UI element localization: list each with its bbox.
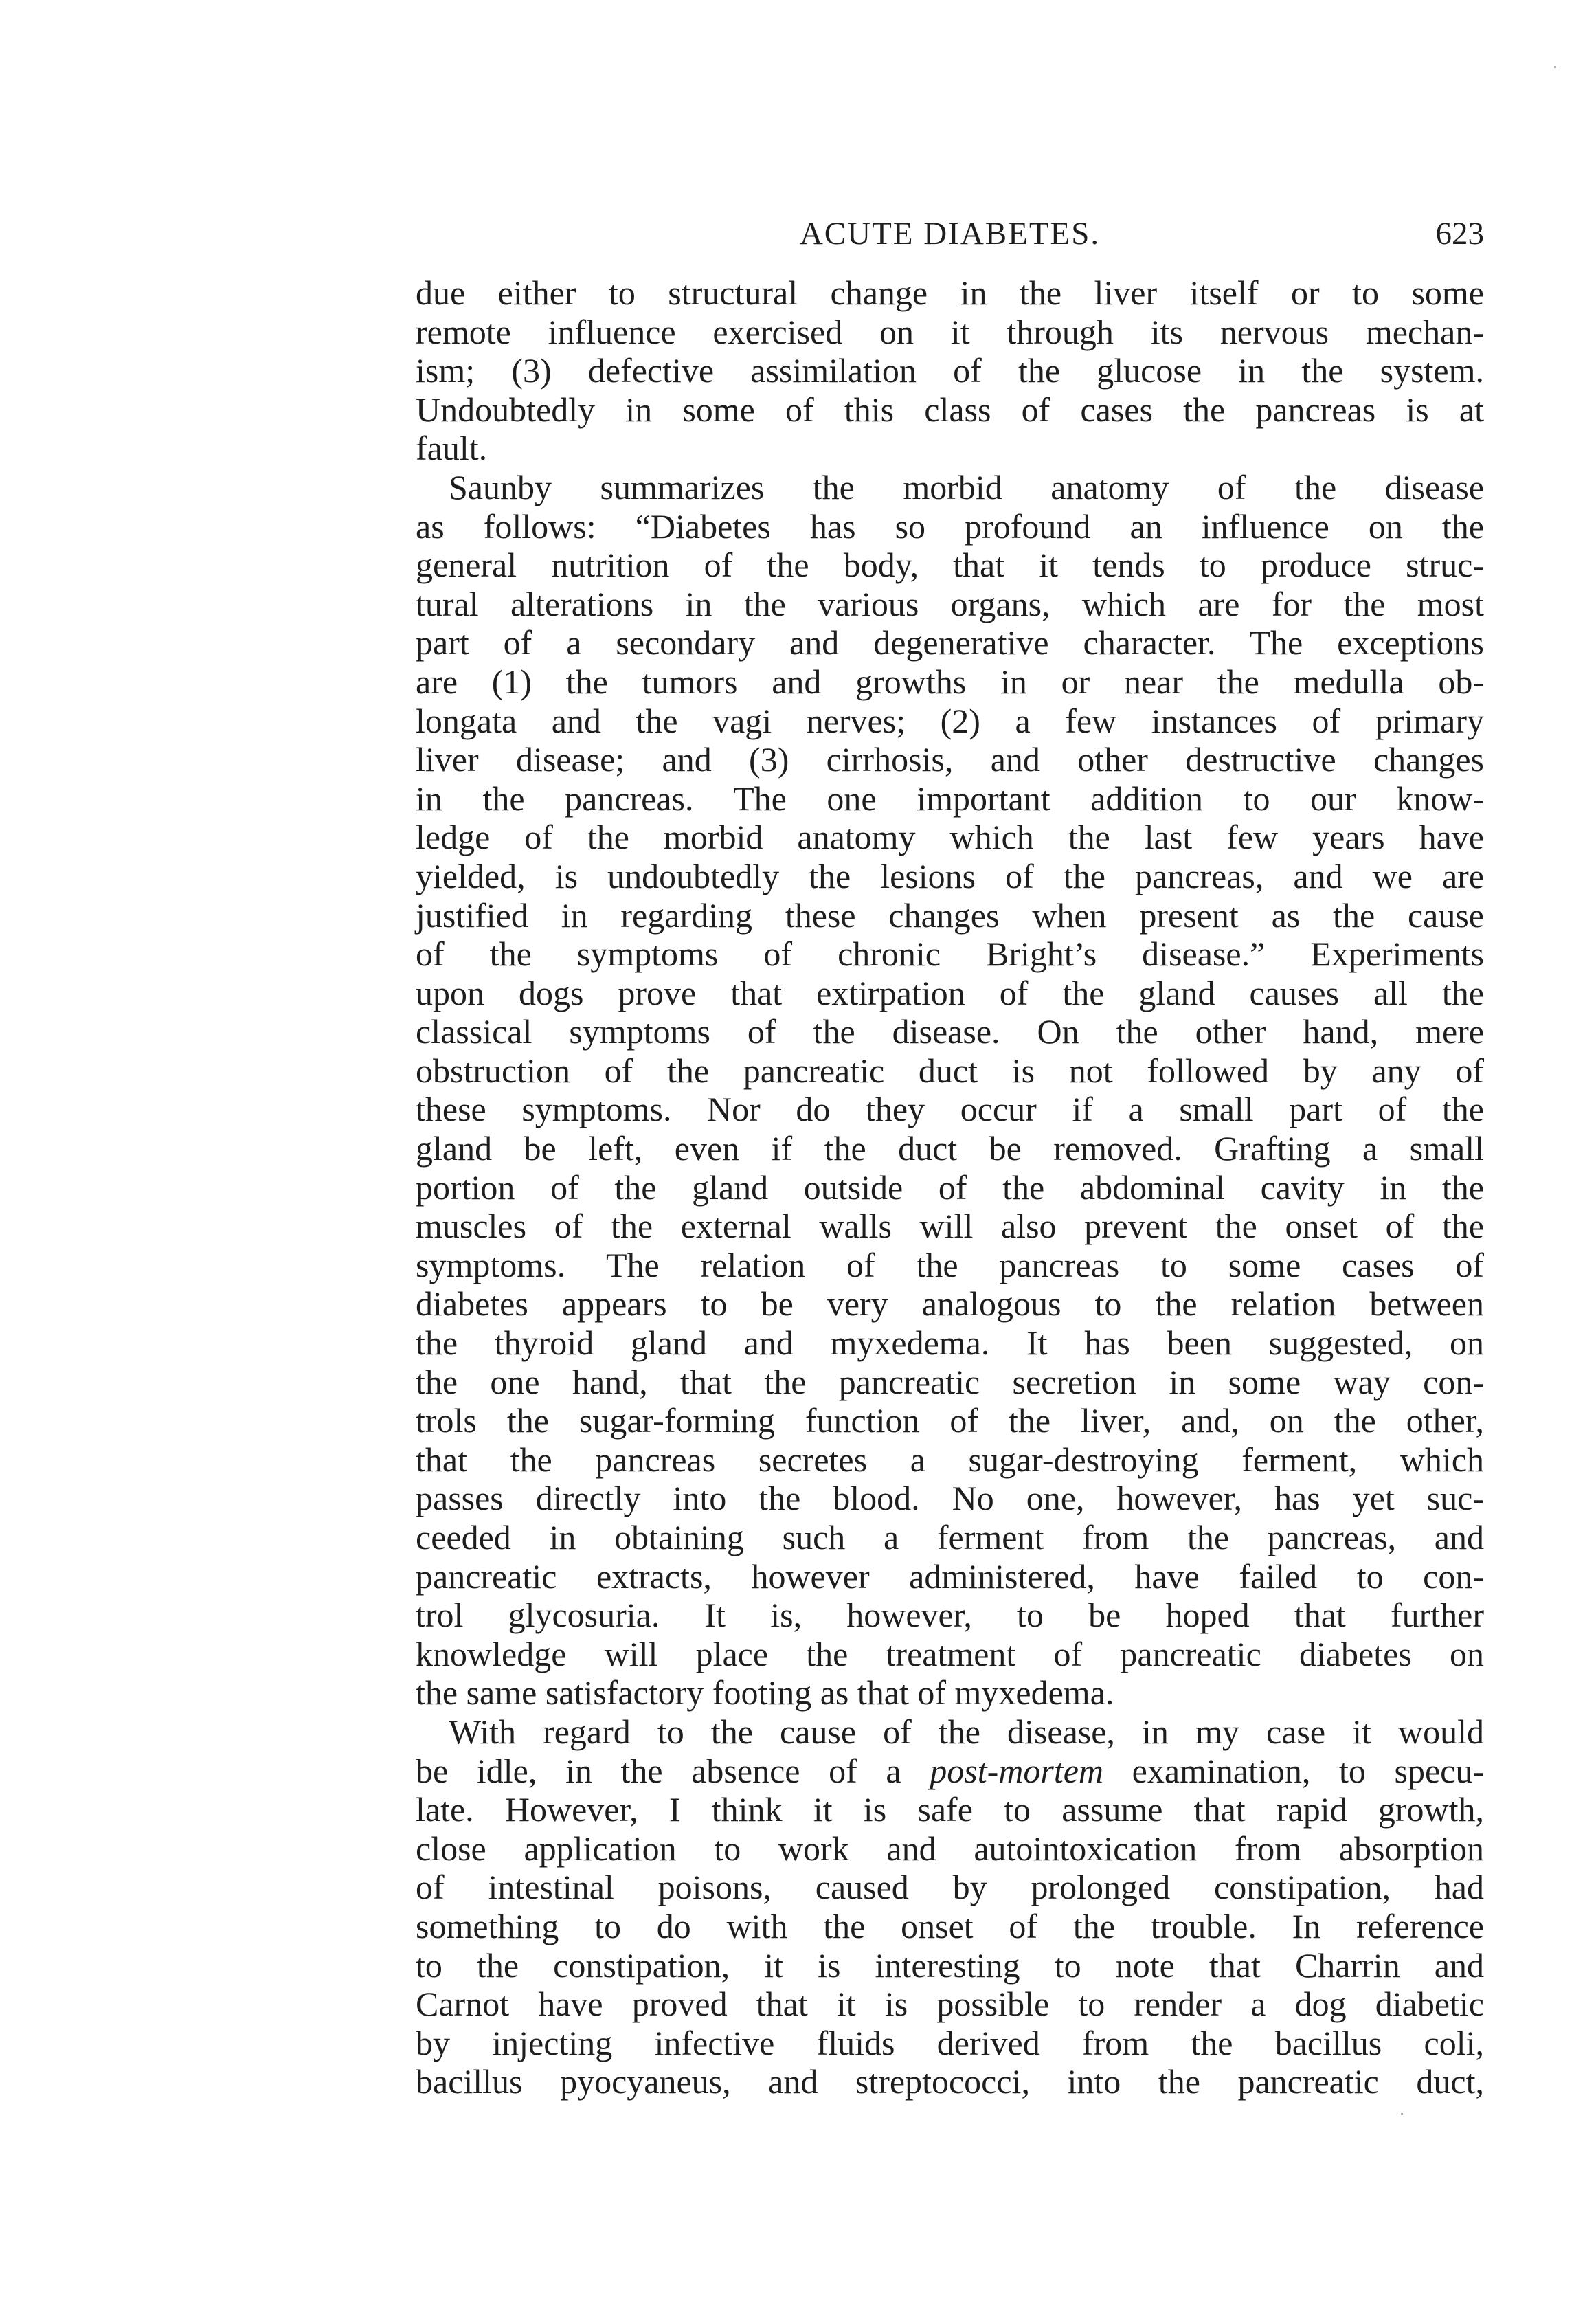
text-line: close application to work and autointoxication from absorption (416, 1829, 1484, 1868)
text-line: yielded, is undoubtedly the lesions of the pancreas, and we are (416, 856, 1484, 895)
text-line: upon dogs prove that extirpation of the gland causes all the (416, 973, 1484, 1012)
text-line: bacillus pyocyaneus, and streptococci, into the pancreatic duct, (416, 2062, 1484, 2101)
scan-speck (1401, 2113, 1403, 2115)
text-line: Carnot have proved that it is possible to render a dog diabetic (416, 1985, 1484, 2024)
text-line: trols the sugar-forming function of the liver, and, on the other, (416, 1401, 1484, 1440)
text-line: fault. (416, 429, 488, 468)
text-line: classical symptoms of the disease. On the other hand, mere (416, 1012, 1484, 1051)
text-line: pancreatic extracts, however administered, have failed to con- (416, 1556, 1484, 1596)
body-text (416, 273, 1484, 2101)
text-line: gland be left, even if the duct be removed. Grafting a small (416, 1129, 1484, 1168)
text-line: the thyroid gland and myxedema. It has been suggested, on (416, 1324, 1484, 1363)
text-line: are (1) the tumors and growths in or near the medulla ob- (416, 662, 1484, 701)
running-title: ACUTE DIABETES. (799, 216, 1101, 252)
text-line: remote influence exercised on it through its nervous mechan- (416, 312, 1484, 351)
text-line: that the pancreas secretes a sugar-destroying ferment, which (416, 1440, 1484, 1479)
text-line: Undoubtedly in some of this class of cases the pancreas is at (416, 390, 1484, 429)
text-line: longata and the vagi nerves; (2) a few instances of primary (416, 701, 1484, 740)
text-line: diabetes appears to be very analogous to the relation between (416, 1284, 1484, 1324)
text-line: part of a secondary and degenerative character. The exceptions (416, 623, 1484, 662)
text-line: the same satisfactory footing as that of myxedema. (416, 1673, 1114, 1712)
text-line: ceeded in obtaining such a ferment from the pancreas, and (416, 1518, 1484, 1556)
text-line: the one hand, that the pancreatic secretion in some way con- (416, 1362, 1484, 1401)
text-line: something to do with the onset of the trouble. In reference (416, 1906, 1484, 1945)
text-line: justified in regarding these changes when present as the cause (416, 895, 1484, 935)
text-line: tural alterations in the various organs, which are for the most (416, 584, 1484, 623)
text-line: portion of the gland outside of the abdominal cavity in the (416, 1168, 1484, 1207)
text-line: to the constipation, it is interesting to note that Charrin and (416, 1945, 1484, 1985)
text-line: liver disease; and (3) cirrhosis, and other destructive changes (416, 740, 1484, 779)
text-line: as follows: “Diabetes has so profound an influence on the (416, 506, 1484, 546)
text-line: trol glycosuria. It is, however, to be hoped that further (416, 1596, 1484, 1635)
text-line: symptoms. The relation of the pancreas to some cases of (416, 1245, 1484, 1284)
running-head (416, 210, 1484, 258)
text-line: be idle, in the absence of a post-mortem examination, to specu- (416, 1751, 1485, 1790)
text-line: passes directly into the blood. No one, however, has yet suc- (416, 1479, 1484, 1518)
page-number: 623 (1435, 216, 1484, 252)
text-line: ism; (3) defective assimilation of the glucose in the system. (416, 351, 1484, 390)
text-line: of intestinal poisons, caused by prolonged constipation, had (416, 1868, 1484, 1907)
text-line: by injecting infective fluids derived from the bacillus coli, (416, 2023, 1484, 2062)
text-line: general nutrition of the body, that it tends to produce struc- (416, 546, 1484, 585)
text-line: With regard to the cause of the disease, in my case it would (449, 1712, 1484, 1751)
text-line: these symptoms. Nor do they occur if a small part of the (416, 1090, 1484, 1129)
text-line: knowledge will place the treatment of pancreatic diabetes on (416, 1634, 1484, 1673)
text-line: Saunby summarizes the morbid anatomy of the disease (449, 467, 1484, 506)
text-line: due either to structural change in the liver itself or to some (416, 273, 1484, 312)
text-line: obstruction of the pancreatic duct is not followed by any of (416, 1051, 1484, 1090)
text-line: in the pancreas. The one important addition to our know- (416, 779, 1484, 818)
text-line: of the symptoms of chronic Bright’s disease.” Experiments (416, 935, 1484, 974)
text-line: ledge of the morbid anatomy which the last few years have (416, 818, 1484, 857)
text-line: muscles of the external walls will also prevent the onset of the (416, 1207, 1484, 1246)
text-line: late. However, I think it is safe to assume that rapid growth, (416, 1790, 1484, 1829)
scan-speck (1554, 66, 1556, 68)
